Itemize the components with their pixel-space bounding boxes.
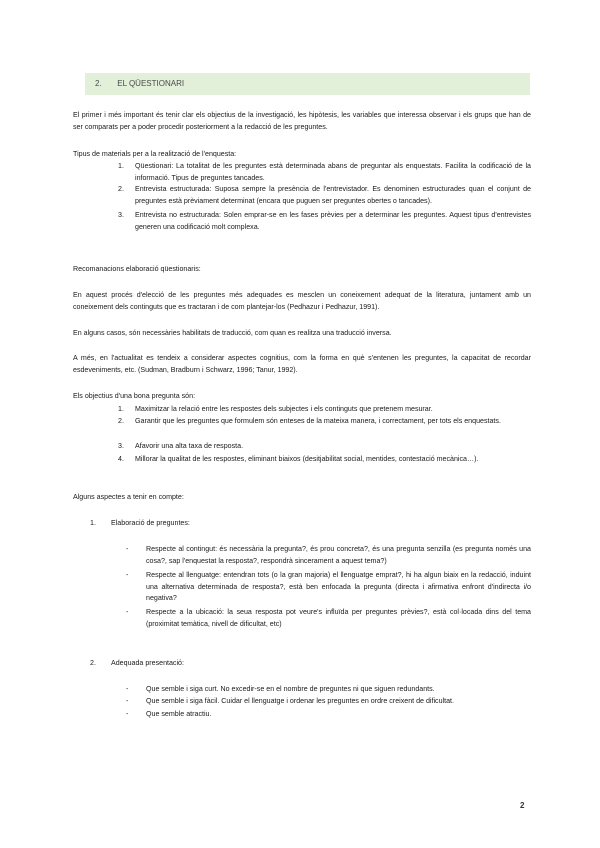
list-number: 4. <box>118 455 124 463</box>
recommendations-paragraph-3: A més, en l'actualitat es tendeix a considerar aspectes cognitius, com la forma en què s'entenen les preguntes, la capacitat de recordar esdeveniments, etc. (Sudman, Bradburn i Schwarz, 1996; Tanur, 1992). <box>73 354 531 374</box>
list-number: 2. <box>118 417 124 425</box>
dash-text: Que semble atractiu. <box>146 710 212 718</box>
dash-text: Respecte al contingut: és necessària la pregunta?, és prou concreta?, és una pregunta senzilla (es pregunta només una cosa?, sap l'enquestat la resposta?, respondrà sincerament a aquest tema?) <box>146 545 531 565</box>
recommendations-paragraph-2: En alguns casos, són necessàries habilitats de traducció, com quan es realitza una traducció inversa. <box>73 329 392 337</box>
types-label: Tipus de materials per a la realització de l'enquesta: <box>73 150 237 158</box>
dash-text: Respecte a la ubicació: la seua resposta pot veure's influïda per preguntes prèvies?, està col·locada dins del tema (proximitat temàtica, nivell de dificultat, etc) <box>146 608 531 628</box>
subheading-title: Elaboració de preguntes: <box>111 519 190 527</box>
section-heading-number: 2. <box>95 79 102 88</box>
subheading-title: Adequada presentació: <box>111 659 184 667</box>
list-text: Maximitzar la relació entre les respostes dels subjectes i els continguts que pretenem mesurar. <box>135 405 433 413</box>
subheading-number: 1. <box>90 519 96 527</box>
section-heading <box>85 73 530 95</box>
dash-marker: - <box>126 710 129 718</box>
dash-marker: - <box>126 608 129 616</box>
list-text: Millorar la qualitat de les respostes, eliminant biaixos (desitjabilitat social, mentides, contestació mecànica…). <box>135 455 479 463</box>
section-heading-title: EL QÜESTIONARI <box>117 79 185 88</box>
list-number: 2. <box>118 185 124 193</box>
list-text: Entrevista estructurada: Suposa sempre la presència de l'entrevistador. Es denominen estructurades quan el conjunt de preguntes està prèviament determinat (encara que puguen ser preguntes obertes o tancades). <box>135 185 531 205</box>
dash-text: Respecte al llenguatge: entendran tots (o la gran majoria) el llenguatge emprat?, hi ha algun biaix en la redacció, induint una alternativa determinada de resposta?, està ben enfocada la pregunta (directa i afirmativa enfront d'indirecta i/o negativa? <box>146 571 531 602</box>
recommendations-paragraph-1: En aquest procés d'elecció de les preguntes més adequades es mesclen un coneixement adequat de la literatura, juntament amb un coneixement dels continguts que es tractaran i de com plantejar-los (Pedhazur i Pedhazur, 1991). <box>73 291 531 311</box>
dash-marker: - <box>126 545 129 553</box>
dash-text: Que semble i siga fàcil. Cuidar el llenguatge i ordenar les preguntes en ordre creixent de dificultat. <box>146 697 454 705</box>
intro-paragraph: El primer i més important és tenir clar els objectius de la investigació, les hipòtesis, les variables que interessa observar i els grups que han de ser comparats per a poder procedir posteriorment a la redacció de les preguntes. <box>73 111 531 131</box>
objectives-label: Els objectius d'una bona pregunta són: <box>73 392 196 400</box>
list-number: 3. <box>118 442 124 450</box>
list-number: 1. <box>118 162 124 170</box>
list-text: Garantir que les preguntes que formulem són enteses de la mateixa manera, i correctament, per tots els enquestats. <box>135 417 501 425</box>
dash-marker: - <box>126 685 129 693</box>
list-text: Qüestionari: La totalitat de les preguntes està determinada abans de preguntar als enquestats. Facilita la codificació de la informació. Tipus de preguntes tancades. <box>135 162 531 182</box>
aspects-label: Alguns aspectes a tenir en compte: <box>73 493 184 501</box>
dash-text: Que semble i siga curt. No excedir-se en el nombre de preguntes ni que siguen redundants. <box>146 685 435 693</box>
list-text: Entrevista no estructurada: Solen emprar-se en les fases prèvies per a determinar les preguntes. Aquest tipus d'entrevistes generen una codificació molt complexa. <box>135 211 531 231</box>
list-text: Afavorir una alta taxa de resposta. <box>135 442 244 450</box>
page-number: 2 <box>520 801 525 810</box>
subheading-number: 2. <box>90 659 96 667</box>
dash-marker: - <box>126 697 129 705</box>
list-number: 1. <box>118 405 124 413</box>
dash-marker: - <box>126 571 129 579</box>
list-number: 3. <box>118 211 124 219</box>
recommendations-label: Recomanacions elaboració qüestionaris: <box>73 265 201 273</box>
